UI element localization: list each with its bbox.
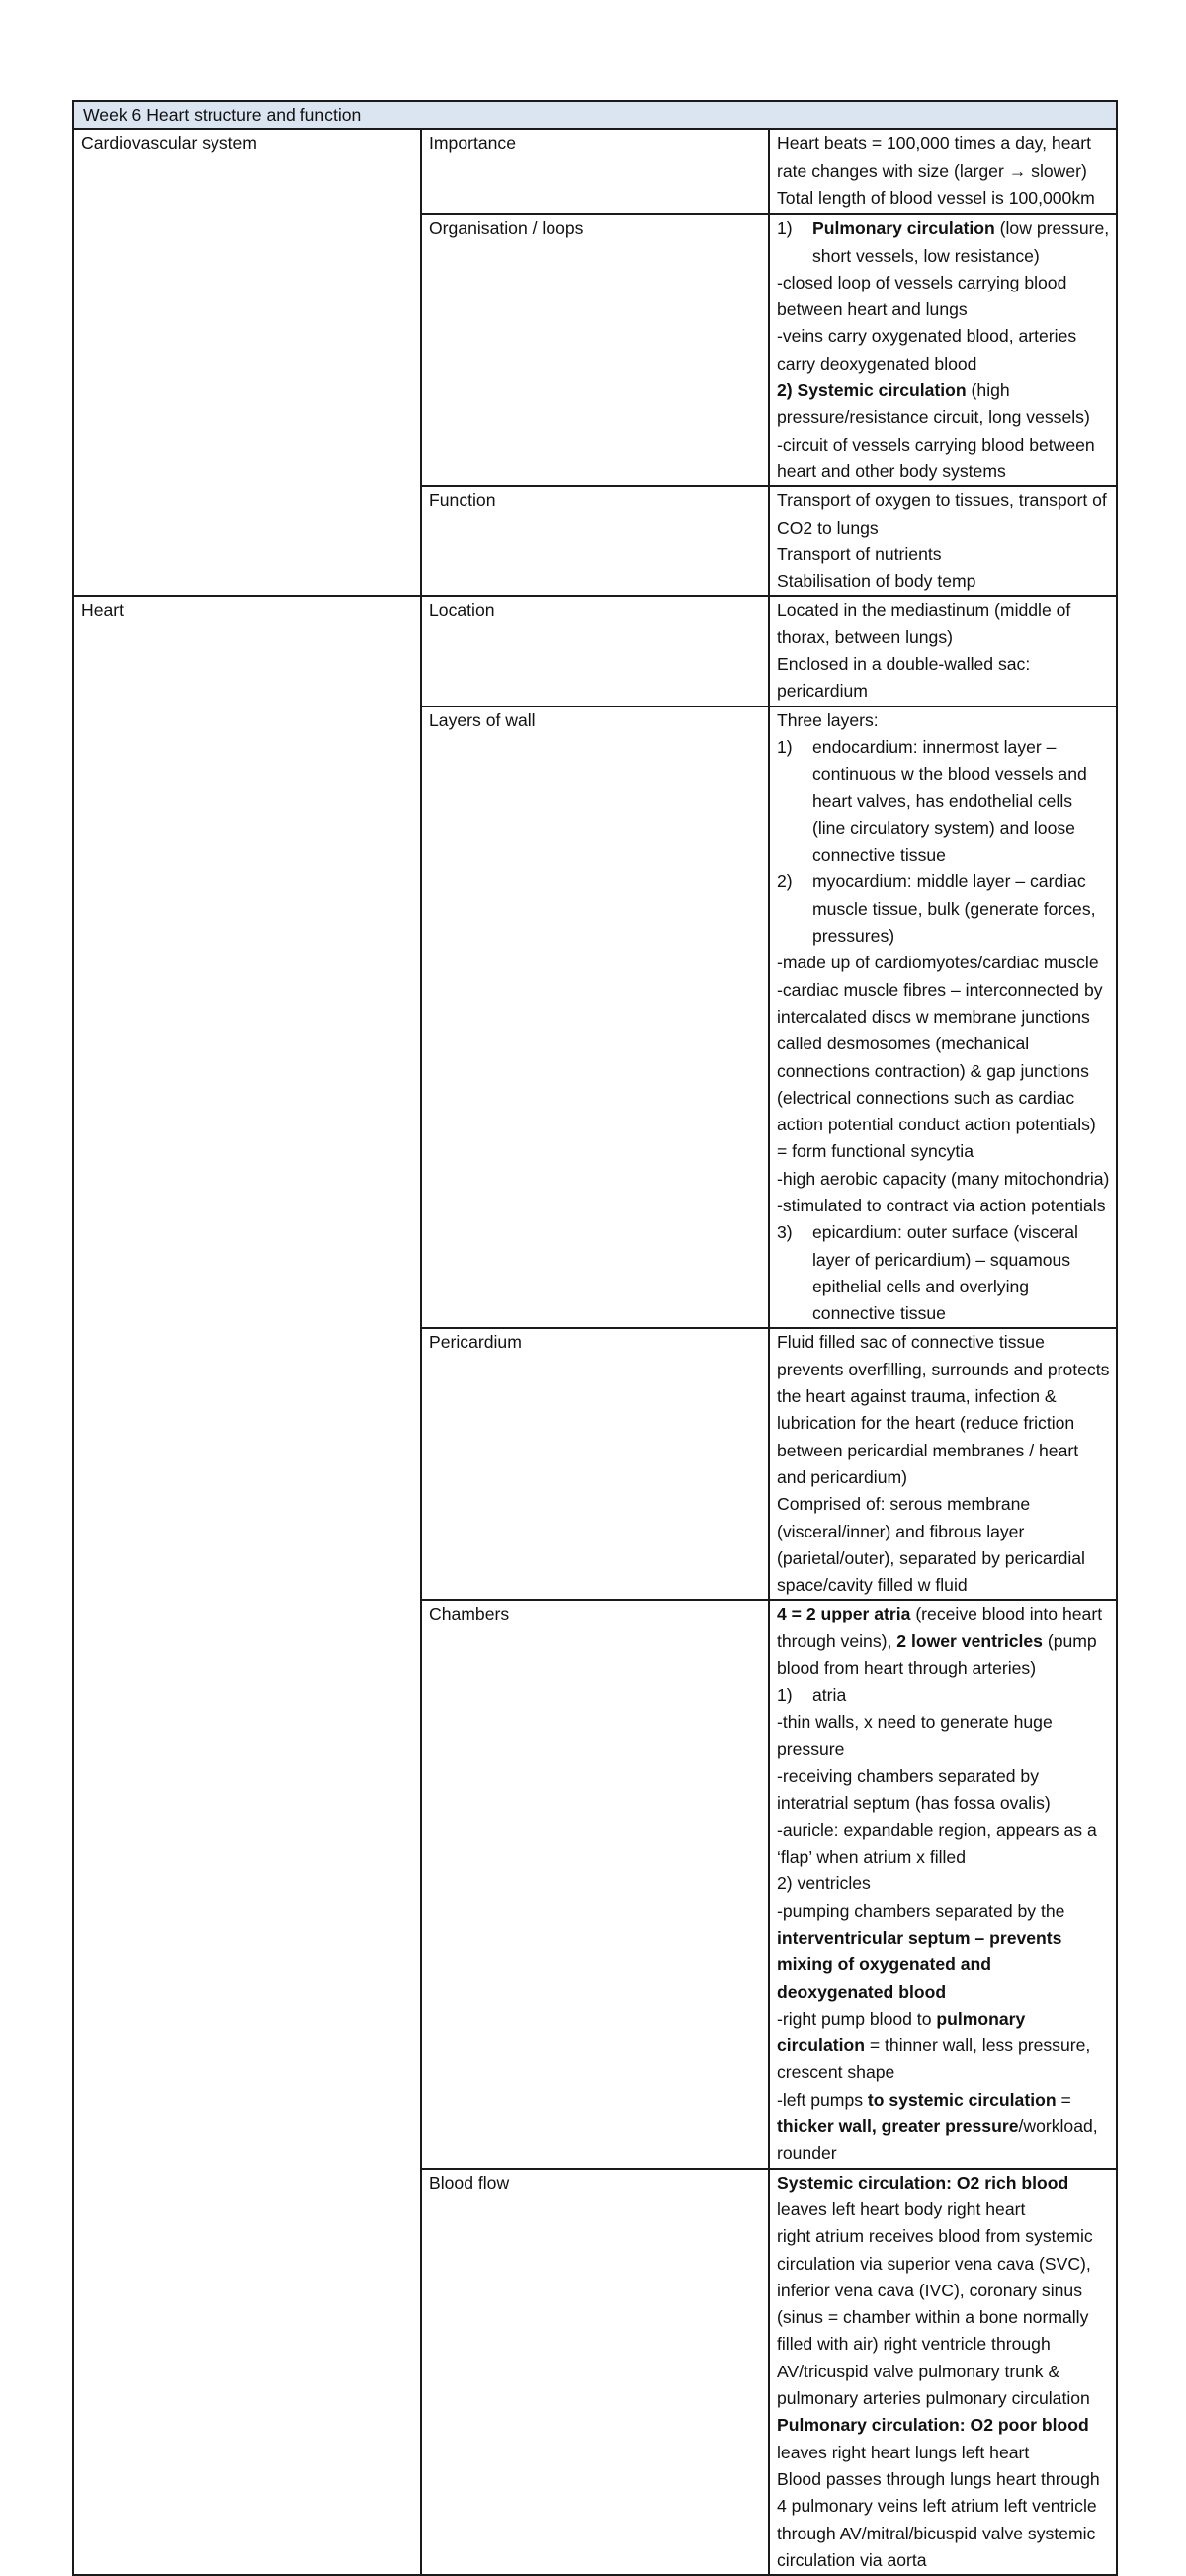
text-run: =: [1056, 2089, 1071, 2110]
text-run: -receiving chambers separated by interatrial septum (has fossa ovalis): [777, 1766, 1051, 1813]
topic-content: [769, 1600, 1117, 2168]
topic-content: [769, 214, 1117, 486]
text-run: = thinner wall, less pressure, crescent shape: [777, 2036, 1091, 2083]
bold-text: 2 lower ventricles: [896, 1630, 1043, 1651]
text-run: (high pressure/resistance circuit, long vessels): [777, 380, 1090, 428]
text-run: Fluid filled sac of connective tissue prevents overfilling, surrounds and protects the heart against trauma, infection & lubrication for the heart (reduce friction between pericardial membranes / heart and pericardium): [777, 1332, 1110, 1487]
topic-label: Organisation / loops: [421, 214, 769, 486]
topic-content: [769, 706, 1117, 1329]
document-title: Week 6 Heart structure and function: [73, 101, 1117, 129]
text-run: -cardiac muscle fibres – interconnected by intercalated discs w membrane junctions called desmosomes (mechanical connections contraction) & gap junctions (electrical connections such as cardiac action potential conduct action potentials) = form functional syncytia: [777, 979, 1103, 1162]
text-run: -made up of cardiomyotes/cardiac muscle: [777, 953, 1099, 973]
content-line: [777, 487, 1110, 541]
text-run: Located in the mediastinum (middle of thorax, between lungs): [777, 600, 1071, 647]
content-line: [777, 1193, 1110, 1219]
bold-text: interventricular septum – prevents mixing of oxygenated and deoxygenated blood: [777, 1928, 1062, 2002]
numbered-item: [777, 869, 1110, 950]
content-line: [777, 977, 1110, 1166]
text-run: (low pressure, short vessels, low resistance): [812, 218, 1110, 266]
text-run: -closed loop of vessels carrying blood between heart and lungs: [777, 272, 1067, 320]
content-line: [777, 1329, 1110, 1491]
text-run: Blood passes through lungs heart through 4 pulmonary veins left atrium left ventricle through AV/mitral/bicuspid valve systemic circulation via aorta: [777, 2468, 1100, 2570]
content-line: [777, 130, 1110, 185]
topic-content: [769, 1328, 1117, 1600]
text-run: -high aerobic capacity (many mitochondria): [777, 1168, 1110, 1189]
content-line: [777, 1898, 1110, 2006]
bold-text: Pulmonary circulation: [812, 218, 995, 239]
content-line: [777, 597, 1110, 651]
title-row: [73, 101, 1117, 129]
content-line: [777, 1709, 1110, 1764]
content-line: [777, 185, 1110, 211]
text-run: -auricle: expandable region, appears as a ‘flap’ when atrium x filled: [777, 1819, 1097, 1868]
text-run: Three layers:: [777, 709, 879, 730]
content-line: [777, 1870, 1110, 1897]
text-run: (receive blood into heart through veins),: [777, 1604, 1103, 1651]
text-run: epicardium: outer surface (visceral layer of pericardium) – squamous epithelial cells and overlying connective tissue: [812, 1222, 1078, 1324]
text-run: myocardium: middle layer – cardiac muscle tissue, bulk (generate forces, pressures): [812, 872, 1096, 947]
content-line: [777, 377, 1110, 432]
bold-text: to systemic circulation: [867, 2089, 1057, 2110]
text-run: Heart beats = 100,000 times a day, heart rate changes with size (larger → slower): [777, 133, 1092, 181]
bold-text: 2) Systemic circulation: [777, 380, 967, 401]
item-number: 1): [777, 1685, 793, 1705]
content-line: [777, 1817, 1110, 1871]
content-line: [777, 1166, 1110, 1193]
content-line: [777, 2466, 1110, 2574]
topic-content: [769, 596, 1117, 706]
topic-content: [769, 2169, 1117, 2575]
text-run: -thin walls, x need to generate huge pressure: [777, 1711, 1053, 1759]
topic-label: Layers of wall: [421, 706, 769, 1329]
content-line: [777, 707, 1110, 734]
topic-label: Function: [421, 486, 769, 596]
numbered-item: [777, 215, 1110, 270]
item-number: 1): [777, 736, 793, 757]
content-line: [777, 432, 1110, 486]
section-label: Cardiovascular system: [73, 129, 421, 596]
item-number: 1): [777, 218, 793, 239]
numbered-item: [777, 1219, 1110, 1327]
content-line: [777, 651, 1110, 706]
text-run: Transport of nutrients: [777, 543, 942, 564]
text-run: endocardium: innermost layer – continuous w the blood vessels and heart valves, has endothelial cells (line circulatory system) and loose connective tissue: [812, 736, 1087, 866]
bold-text: 4 = 2 upper atria: [777, 1604, 911, 1624]
bold-text: Pulmonary circulation: O2 poor blood: [777, 2415, 1089, 2436]
text-run: Enclosed in a double-walled sac: pericardium: [777, 654, 1031, 702]
content-row: [73, 596, 1117, 706]
text-run: leaves right heart lungs left heart: [777, 2442, 1030, 2462]
notes-table-body: [73, 101, 1117, 2575]
numbered-item: [777, 1682, 1110, 1708]
text-run: -left pumps: [777, 2089, 868, 2110]
text-run: /workload, rounder: [777, 2117, 1098, 2164]
text-run: Comprised of: serous membrane (visceral/inner) and fibrous layer (parietal/outer), separated by pericardial space/cavity filled w fluid: [777, 1494, 1085, 1596]
text-run: -pumping chambers separated by the: [777, 1900, 1065, 1921]
content-line: [777, 950, 1110, 976]
topic-label: Location: [421, 596, 769, 706]
content-line: [777, 1763, 1110, 1817]
topic-label: Pericardium: [421, 1328, 769, 1600]
text-run: 2) ventricles: [777, 1873, 871, 1894]
content-line: [777, 2223, 1110, 2412]
text-run: -veins carry oxygenated blood, arteries carry deoxygenated blood: [777, 326, 1077, 374]
topic-label: Chambers: [421, 1600, 769, 2168]
content-line: [777, 2170, 1110, 2224]
text-run: (pump blood from heart through arteries): [777, 1630, 1097, 1679]
content-line: [777, 541, 1110, 568]
topic-label: Importance: [421, 129, 769, 214]
topic-content: [769, 486, 1117, 596]
topic-content: [769, 129, 1117, 214]
text-run: -circuit of vessels carrying blood between heart and other body systems: [777, 434, 1095, 481]
notes-table: [72, 100, 1118, 2576]
numbered-item: [777, 734, 1110, 869]
content-line: [777, 568, 1110, 595]
text-run: -right pump blood to: [777, 2008, 937, 2029]
bold-text: thicker wall, greater pressure: [777, 2117, 1019, 2137]
item-number: 2): [777, 872, 793, 892]
text-run: -stimulated to contract via action potentials: [777, 1195, 1106, 1215]
content-line: [777, 323, 1110, 377]
section-label: Heart: [73, 596, 421, 2575]
topic-label: Blood flow: [421, 2169, 769, 2575]
content-line: [777, 1491, 1110, 1599]
content-line: [777, 2006, 1110, 2087]
content-line: [777, 270, 1110, 324]
item-number: 3): [777, 1222, 793, 1243]
bold-text: Systemic circulation: O2 rich blood: [777, 2172, 1069, 2193]
bold-text: pulmonary circulation: [777, 2008, 1026, 2056]
text-run: leaves left heart body right heart: [777, 2199, 1026, 2219]
content-line: [777, 1601, 1110, 1682]
content-line: [777, 2412, 1110, 2466]
text-run: right atrium receives blood from systemic circulation via superior vena cava (SVC), inferior vena cava (IVC), coronary sinus (sinus = chamber within a bone normally filled with air) right ventricle through AV/tricuspid valve pulmonary trunk & pulmonary arteries pulmonary circulation: [777, 2226, 1093, 2409]
content-line: [777, 2087, 1110, 2168]
text-run: atria: [812, 1685, 847, 1705]
text-run: Stabilisation of body temp: [777, 571, 976, 592]
text-run: Transport of oxygen to tissues, transport of CO2 to lungs: [777, 490, 1107, 538]
text-run: Total length of blood vessel is 100,000km: [777, 187, 1095, 208]
content-row: [73, 129, 1117, 214]
